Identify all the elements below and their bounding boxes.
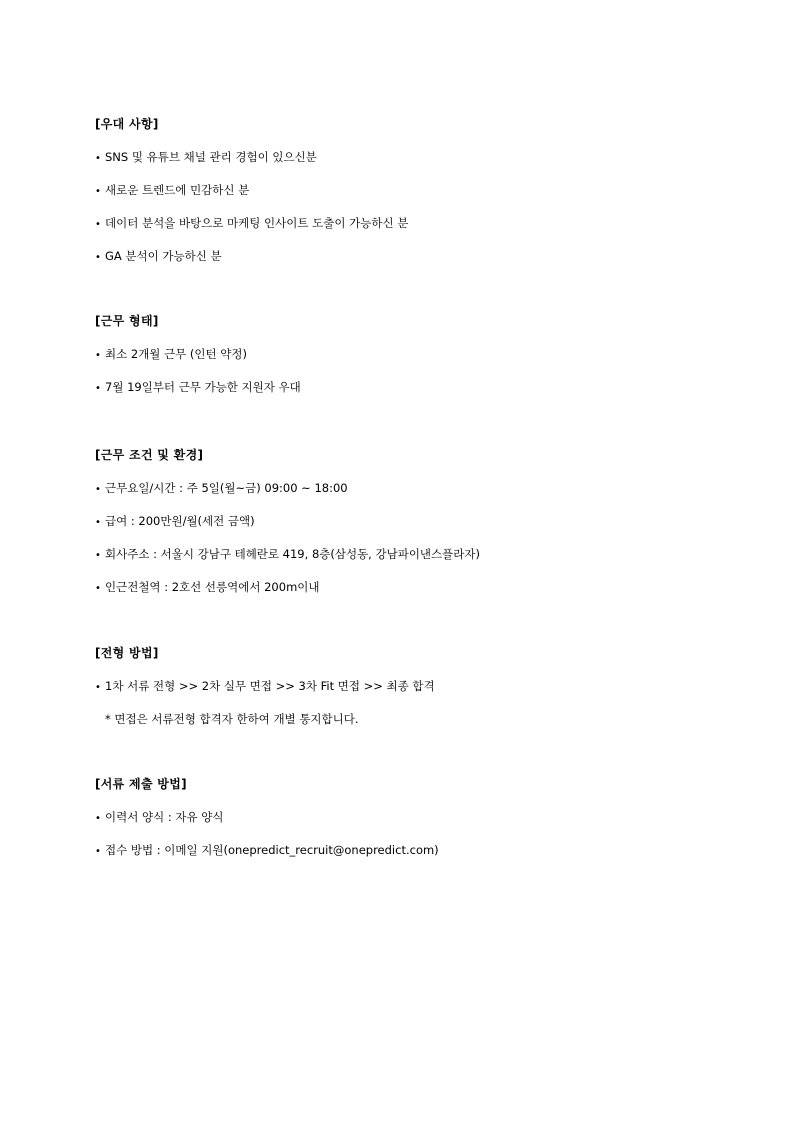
list-item: • 이력서 양식 : 자유 양식 bbox=[95, 808, 715, 826]
list-item: • 최소 2개월 근무 (인턴 약정) bbox=[95, 345, 715, 363]
bullet-icon: • bbox=[95, 517, 101, 528]
bullet-icon: • bbox=[95, 383, 101, 394]
list-item: • 데이터 분석을 바탕으로 마케팅 인사이트 도출이 가능하신 분 bbox=[95, 214, 715, 232]
bullet-icon: • bbox=[95, 186, 101, 197]
bullet-icon: • bbox=[95, 550, 101, 561]
section-heading: [근무 형태] bbox=[95, 314, 159, 328]
list-item: • SNS 및 유튜브 채널 관리 경험이 있으신분 bbox=[95, 148, 715, 166]
section-heading: [우대 사항] bbox=[95, 117, 159, 131]
bullet-icon: • bbox=[95, 484, 101, 495]
bullet-icon: • bbox=[95, 682, 101, 693]
list-item: • 새로운 트렌드에 민감하신 분 bbox=[95, 181, 715, 199]
bullet-icon: • bbox=[95, 846, 101, 857]
section-work-type bbox=[95, 312, 715, 396]
process-note: * 면접은 서류전형 합격자 한하여 개별 통지합니다. bbox=[105, 712, 359, 726]
list-item: • GA 분석이 가능하신 분 bbox=[95, 247, 715, 265]
list-item: • 1차 서류 전형 >> 2차 실무 면접 >> 3차 Fit 면접 >> 최종 합격 bbox=[95, 677, 715, 695]
list-item: • 7월 19일부터 근무 가능한 지원자 우대 bbox=[95, 378, 715, 396]
bullet-icon: • bbox=[95, 583, 101, 594]
list-item: • 급여 : 200만원/월(세전 금액) bbox=[95, 512, 715, 530]
section-heading: [전형 방법] bbox=[95, 646, 159, 660]
bullet-icon: • bbox=[95, 219, 101, 230]
list-item: • 인근전철역 : 2호선 선릉역에서 200m이내 bbox=[95, 578, 715, 596]
section-process bbox=[95, 644, 715, 728]
bullet-icon: • bbox=[95, 813, 101, 824]
list-item: • 회사주소 : 서울시 강남구 테헤란로 419, 8층(삼성동, 강남파이낸스플라자) bbox=[95, 545, 715, 563]
section-conditions bbox=[95, 446, 715, 596]
section-submission bbox=[95, 775, 715, 859]
section-preferred bbox=[95, 115, 715, 265]
list-item bbox=[95, 841, 715, 859]
email-contact: 접수 방법 : 이메일 지원(onepredict_recruit@onepredict.com) bbox=[105, 843, 439, 857]
list-item: • 근무요일/시간 : 주 5일(월~금) 09:00 ~ 18:00 bbox=[95, 479, 715, 497]
section-heading: [근무 조건 및 환경] bbox=[95, 448, 204, 462]
section-heading: [서류 제출 방법] bbox=[95, 777, 187, 791]
bullet-icon: • bbox=[95, 252, 101, 263]
bullet-icon: • bbox=[95, 350, 101, 361]
bullet-icon: • bbox=[95, 153, 101, 164]
